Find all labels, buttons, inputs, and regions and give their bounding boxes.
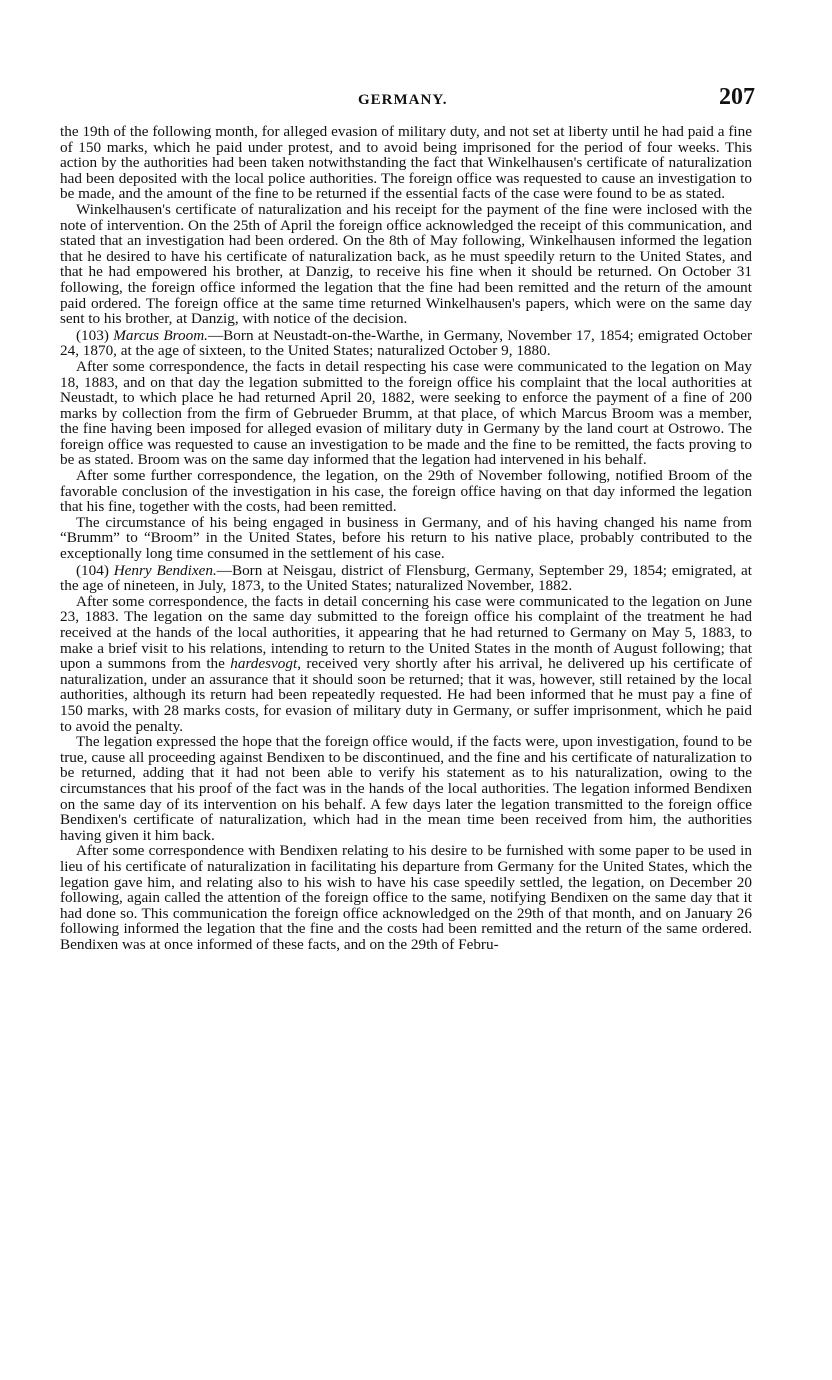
case-name: Marcus Broom.: [113, 326, 208, 344]
italic-term: hardesvogt: [230, 655, 298, 673]
case-number: (104): [76, 561, 109, 579]
text-run: , received very shortly after his arrival, he delivered up his certificate of naturalization, under an assurance that it should soon be returned; that it was, however, still retained by the local authorities, although its return had been repeatedly requested. He had been informed that he must pay a fine of 150 marks, with 28 marks costs, for evasion of military duty in Germany, or suffer imprisonment, which he paid to avoid the penalty.: [60, 655, 753, 735]
case-intro: —Born at Neustadt-on-the-Warthe, in Germany, November 17, 1854; emigrated October 24, 1870, at the age of sixteen, to the United States; naturalized October 9, 1880.: [60, 326, 752, 360]
case-intro: —Born at Neisgau, district of Flensburg, Germany, September 29, 1854; emigrated, at the age of nineteen, in July, 1873, to the United States; naturalized November, 1882.: [60, 561, 752, 595]
page-header: [60, 86, 755, 116]
text-run: After some correspondence, the facts in detail concerning his case were communicated to the legation on June 23, 1883. The legation on the same day submitted to the foreign office his complaint of the treatment he had received at the hands of the local authorities, it appearing that he had returned to Germany on May 5, 1883, to make a brief visit to his relations, intending to return to the United States in the month of August following; that upon a summons from the: [60, 592, 752, 673]
case-name: Henry Bendixen.: [113, 561, 217, 579]
paragraph: The legation expressed the hope that the foreign office would, if the facts were, upon investigation, found to be true, cause all proceeding against Bendixen to be discontinued, and the fine and his certificate of naturalization to be returned, adding that it had not been able to verify his statement as to his naturalization, owing to the circumstances that his proof of the fact was in the hands of the local authorities. The legation informed Bendixen on the same day of its intervention on his behalf. A few days later the legation transmitted to the foreign office Bendixen's certificate of naturalization, which had in the mean time been received from him, the authorities having given it him back.: [60, 733, 752, 844]
paragraph: After some correspondence with Bendixen relating to his desire to be furnished with some paper to be used in lieu of his certificate of naturalization in facilitating his departure from Germany for the United States, which the legation gave him, and relating also to his wish to have his case speedily settled, the legation, on December 20 following, again called the attention of the foreign office to the same, notifying Bendixen on the same day that it had done so. This communication the foreign office acknowledged on the 29th of that month, and on January 26 following informed the legation that the fine and the costs had been remitted and the return of the same ordered. Bendixen was at once informed of these facts, and on the 29th of Febru-: [60, 842, 752, 953]
case-heading-103: [60, 328, 752, 359]
case-heading-104: [60, 563, 752, 594]
paragraph: After some further correspondence, the legation, on the 29th of November following, notified Broom of the favorable conclusion of the investigation in his case, the foreign office having on that day informed the legation that his fine, together with the costs, had been remitted.: [60, 467, 752, 516]
page-body: [60, 124, 752, 952]
paragraph: After some correspondence, the facts in detail respecting his case were communicated to the legation on May 18, 1883, and on that day the legation submitted to the foreign office his complaint that the local authorities at Neustadt, to which place he had returned April 20, 1882, were seeking to enforce the payment of a fine of 200 marks by collection from the firm of Gebrueder Brumm, at that place, of which Marcus Broom was a member, the fine having been imposed for alleged evasion of military duty in Germany by the land court at Ostrowo. The foreign office was requested to cause an investigation to be made and the fine to be remitted, the facts proving to be as stated. Broom was on the same day informed that the legation had intervened in his behalf.: [60, 357, 752, 469]
paragraph: [60, 594, 752, 734]
paragraph: The circumstance of his being engaged in business in Germany, and of his having changed his name from “Brumm” to “Broom” in the United States, before his return to his native place, probably contributed to the exceptionally long time consumed in the settlement of his case.: [60, 513, 752, 563]
paragraph: the 19th of the following month, for alleged evasion of military duty, and not set at liberty until he had paid a fine of 150 marks, which he paid under protest, and to avoid being imprisoned for the period of four weeks. This action by the authorities had been taken notwithstanding the fact that Winkelhausen's certificate of naturalization had been deposited with the local police authorities. The foreign office was requested to cause an investigation to be made, and the amount of the fine to be returned if the essential facts of the case were found to be as stated.: [60, 123, 752, 203]
paragraph: Winkelhausen's certificate of naturalization and his receipt for the payment of the fine were inclosed with the note of intervention. On the 25th of April the foreign office acknowledged the receipt of this communication, and stated that an investigation had been ordered. On the 8th of May following, Winkelhausen informed the legation that he desired to have his certificate of naturalization back, as he must speedily return to the United States, and that he had empowered his brother, at Danzig, to receive his fine when it should be returned. On October 31 following, the foreign office informed the legation that the fine had been remitted and the return of the amount paid ordered. The foreign office at the same time returned Winkelhausen's papers, which were on the same day sent to his brother, at Danzig, with notice of the decision.: [60, 200, 752, 328]
running-head: GERMANY.: [358, 92, 448, 108]
page-number: 207: [719, 84, 755, 110]
case-number: (103): [76, 326, 109, 344]
